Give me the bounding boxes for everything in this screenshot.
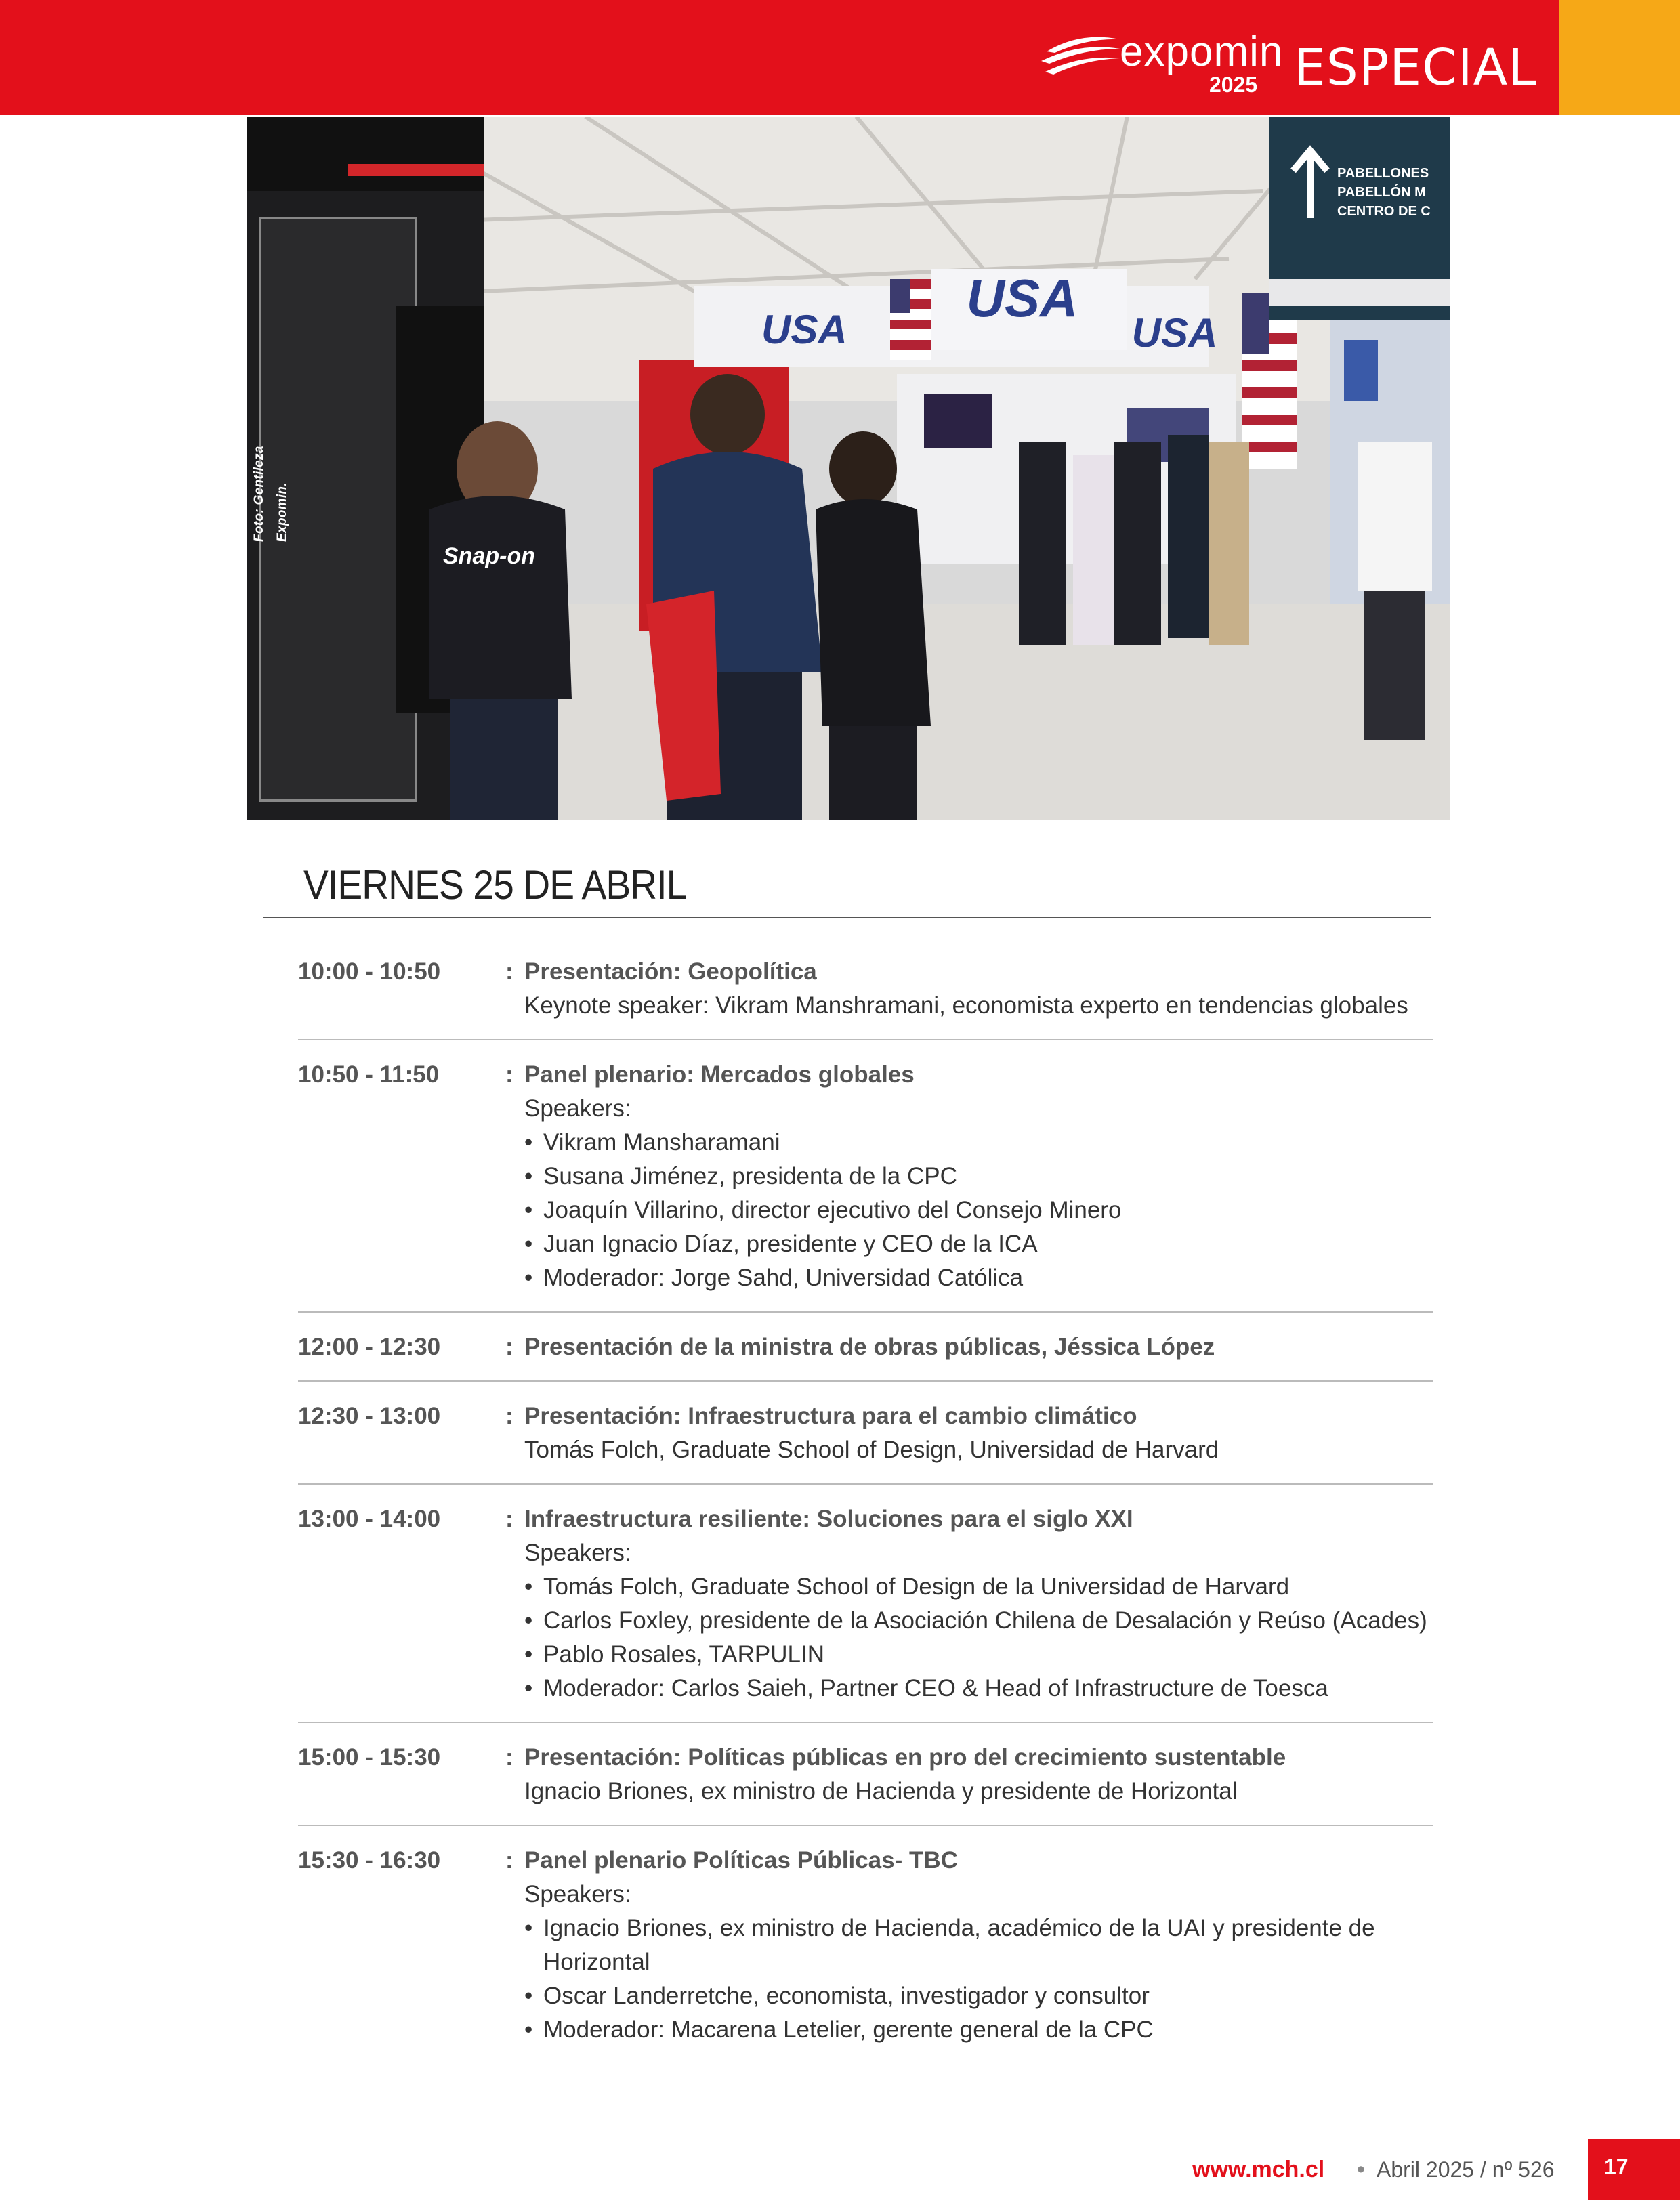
speaker-item: • Tomás Folch, Graduate School of Design de la Universidad de Harvard xyxy=(524,1573,1290,1600)
session-colon: : xyxy=(505,1744,513,1771)
session-description: Keynote speaker: Vikram Manshramani, economista experto en tendencias globales xyxy=(524,992,1408,1019)
usa-banner-text: USA xyxy=(761,307,847,352)
session-title: Presentación: Geopolítica xyxy=(524,958,817,985)
speaker-item: • Pablo Rosales, TARPULIN xyxy=(524,1641,824,1668)
session-title: Presentación: Infraestructura para el cambio climático xyxy=(524,1403,1137,1429)
session-colon: : xyxy=(505,1506,513,1532)
session-title: Panel plenario Políticas Públicas- TBC xyxy=(524,1847,958,1874)
session-title: Infraestructura resiliente: Soluciones para el siglo XXI xyxy=(524,1506,1133,1532)
session-item xyxy=(298,955,1433,1040)
page-number: 17 xyxy=(1604,2155,1629,2179)
usa-banner-text-right: USA xyxy=(1131,310,1218,356)
section-title: ESPECIAL xyxy=(1294,39,1537,97)
footer-website-link[interactable]: www.mch.cl xyxy=(1192,2157,1325,2182)
snapon-logo-text: Snap-on xyxy=(443,543,535,569)
session-description: Ignacio Briones, ex ministro de Hacienda y presidente de Horizontal xyxy=(524,1778,1238,1804)
session-colon: : xyxy=(505,958,513,985)
session-item xyxy=(298,1502,1433,1723)
session-time: 15:30 - 16:30 xyxy=(298,1847,441,1874)
svg-text:PABELLONES: PABELLONES xyxy=(1337,166,1429,181)
session-time: 12:30 - 13:00 xyxy=(298,1403,441,1429)
header-accent xyxy=(1559,0,1680,115)
speaker-item: • Ignacio Briones, ex ministro de Hacienda, académico de la UAI y presidente de Horizontal xyxy=(524,1915,1375,1975)
session-time: 12:00 - 12:30 xyxy=(298,1334,441,1360)
photo-credit: Foto: Gentileza Expomin. xyxy=(252,446,289,542)
session-colon: : xyxy=(505,1061,513,1088)
swoosh-icon xyxy=(1040,31,1121,79)
session-description: Tomás Folch, Graduate School of Design, Universidad de Harvard xyxy=(524,1437,1219,1463)
speaker-item: • Joaquín Villarino, director ejecutivo del Consejo Minero xyxy=(524,1197,1122,1223)
svg-text:PABELLÓN M: PABELLÓN M xyxy=(1337,185,1426,200)
speaker-item: • Juan Ignacio Díaz, presidente y CEO de la ICA xyxy=(524,1231,1038,1257)
page-number-box xyxy=(1588,2139,1680,2200)
speaker-list xyxy=(524,1570,1433,1706)
day-divider xyxy=(263,917,1431,918)
session-colon: : xyxy=(505,1847,513,1874)
speaker-item: • Susana Jiménez, presidenta de la CPC xyxy=(524,1163,957,1189)
speaker-list xyxy=(524,1911,1429,2047)
session-colon: : xyxy=(505,1334,513,1360)
brand-year: 2025 xyxy=(1209,72,1258,97)
session-time: 13:00 - 14:00 xyxy=(298,1506,441,1532)
brand-name: expomin xyxy=(1120,28,1284,75)
speakers-label: Speakers: xyxy=(524,1881,631,1907)
session-title: Panel plenario: Mercados globales xyxy=(524,1061,915,1088)
session-item xyxy=(298,1330,1433,1382)
speakers-label: Speakers: xyxy=(524,1540,631,1566)
session-item xyxy=(298,1844,1433,2063)
footer-issue: Abril 2025 / nº 526 xyxy=(1377,2157,1555,2182)
speaker-item: • Oscar Landerretche, economista, investigador y consultor xyxy=(524,1983,1150,2009)
speaker-list xyxy=(524,1126,1433,1295)
session-colon: : xyxy=(505,1403,513,1429)
session-item xyxy=(298,1058,1433,1313)
session-title: Presentación de la ministra de obras públicas, Jéssica López xyxy=(524,1334,1215,1360)
usa-banner-text-large: USA xyxy=(966,268,1078,328)
session-time: 15:00 - 15:30 xyxy=(298,1744,441,1771)
day-title: VIERNES 25 DE ABRIL xyxy=(303,862,687,908)
session-item xyxy=(298,1399,1433,1485)
expo-scene-illustration xyxy=(247,117,1450,820)
session-title: Presentación: Políticas públicas en pro del crecimiento sustentable xyxy=(524,1744,1286,1771)
session-time: 10:50 - 11:50 xyxy=(298,1061,440,1088)
session-time: 10:00 - 10:50 xyxy=(298,958,441,985)
us-flag-icon xyxy=(890,279,931,360)
svg-text:CENTRO DE C: CENTRO DE C xyxy=(1337,204,1431,219)
schedule-list xyxy=(298,955,1433,2081)
speakers-label: Speakers: xyxy=(524,1095,631,1122)
event-photo xyxy=(247,117,1450,820)
speaker-item: • Vikram Mansharamani xyxy=(524,1129,780,1156)
footer-separator: • xyxy=(1357,2157,1365,2182)
speaker-item: • Moderador: Carlos Saieh, Partner CEO & Head of Infrastructure de Toesca xyxy=(524,1675,1328,1701)
session-item xyxy=(298,1741,1433,1826)
speaker-item: • Moderador: Macarena Letelier, gerente general de la CPC xyxy=(524,2016,1154,2043)
speaker-item: • Carlos Foxley, presidente de la Asociación Chilena de Desalación y Reúso (Acades) xyxy=(524,1607,1427,1634)
speaker-item: • Moderador: Jorge Sahd, Universidad Católica xyxy=(524,1265,1024,1291)
